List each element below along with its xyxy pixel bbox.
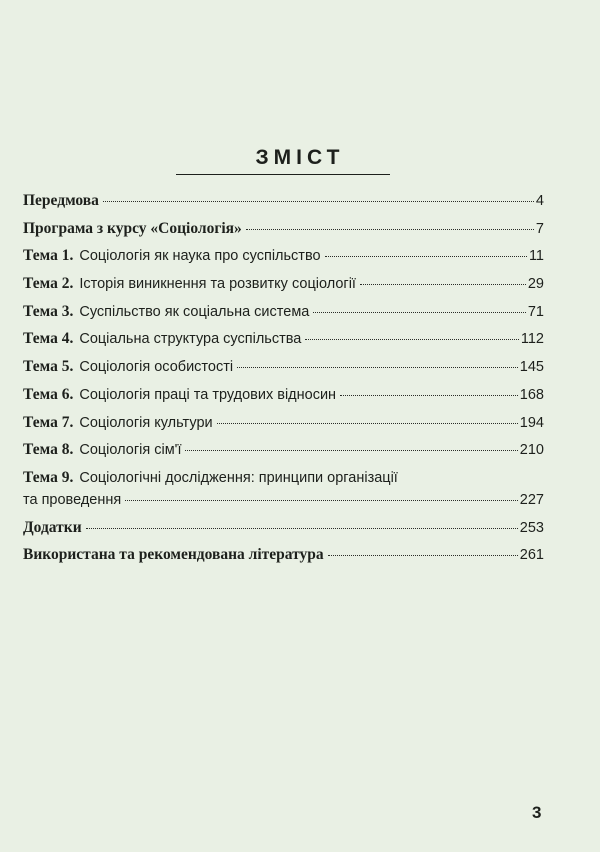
contents-title: ЗМІСТ xyxy=(255,146,345,169)
toc-entry-page: 112 xyxy=(520,331,544,348)
toc-entry-page: 7 xyxy=(535,220,544,237)
toc-entry-page: 145 xyxy=(519,359,544,376)
dot-leader xyxy=(103,201,534,202)
dot-leader xyxy=(360,284,526,285)
toc-entry-topic-9[interactable] xyxy=(23,468,544,510)
toc-entry-page: 4 xyxy=(535,193,544,209)
toc-entry-page: 227 xyxy=(519,491,544,508)
toc-entry-literature[interactable] xyxy=(23,545,544,565)
toc-entry-topic-2[interactable] xyxy=(23,274,544,294)
table-of-contents xyxy=(23,191,544,573)
toc-entry-topic-4[interactable] xyxy=(23,329,544,349)
dot-leader xyxy=(305,339,519,340)
toc-entry-label: Програма з курсу «Соціологія» xyxy=(23,219,242,237)
toc-entry-label: Використана та рекомендована література xyxy=(23,546,324,564)
dot-leader xyxy=(237,367,518,368)
toc-entry-page: 210 xyxy=(519,442,544,459)
toc-entry-label: Історія виникнення та розвитку соціології xyxy=(79,276,356,293)
topic-prefix: Тема 5. xyxy=(23,358,74,376)
toc-entry-page: 253 xyxy=(519,519,544,536)
page-number: 3 xyxy=(532,803,542,822)
toc-entry-label: Соціологія особистості xyxy=(79,359,234,376)
toc-entry-label: Суспільство як соціальна система xyxy=(79,303,310,320)
toc-entry-topic-7[interactable] xyxy=(23,413,544,433)
dot-leader xyxy=(325,256,527,257)
toc-entry-label: Соціологія праці та трудових відносин xyxy=(79,386,337,403)
dot-leader xyxy=(328,555,518,556)
topic-prefix: Тема 1. xyxy=(23,247,74,265)
toc-entry-topic-8[interactable] xyxy=(23,440,544,460)
title-underline xyxy=(176,174,390,175)
topic-prefix: Тема 7. xyxy=(23,413,74,431)
toc-entry-page: 11 xyxy=(528,248,544,265)
dot-leader xyxy=(185,450,517,451)
toc-entry-page: 194 xyxy=(519,414,544,431)
topic-prefix: Тема 8. xyxy=(23,441,74,459)
toc-entry-label: Соціологічні дослідження: принципи організації xyxy=(79,469,398,486)
toc-entry-label: Соціологія як наука про суспільство xyxy=(79,248,321,265)
toc-entry-topic-6[interactable] xyxy=(23,385,544,405)
toc-entry-topic-1[interactable] xyxy=(23,246,544,266)
toc-entry-page: 29 xyxy=(527,276,544,293)
topic-prefix: Тема 6. xyxy=(23,385,74,403)
toc-entry-topic-3[interactable] xyxy=(23,302,544,322)
toc-entry-label: Соціологія сім'ї xyxy=(79,442,182,459)
dot-leader xyxy=(217,423,518,424)
dot-leader xyxy=(86,528,518,529)
dot-leader xyxy=(313,312,526,313)
topic-prefix: Тема 2. xyxy=(23,275,74,293)
toc-entry-page: 71 xyxy=(527,303,544,320)
toc-entry-page: 261 xyxy=(519,547,544,564)
toc-entry-topic-5[interactable] xyxy=(23,357,544,377)
toc-entry-label: Соціологія культури xyxy=(79,414,213,431)
toc-entry-page: 168 xyxy=(519,386,544,403)
toc-entry-label: Додатки xyxy=(23,518,82,536)
dot-leader xyxy=(340,395,518,396)
toc-entry-program[interactable] xyxy=(23,219,544,239)
toc-entry-label: Передмова xyxy=(23,192,99,209)
dot-leader xyxy=(246,229,534,230)
dot-leader xyxy=(125,500,518,501)
topic-prefix: Тема 3. xyxy=(23,302,74,320)
toc-entry-appendix[interactable] xyxy=(23,518,544,538)
topic-prefix: Тема 4. xyxy=(23,330,74,348)
toc-entry-label-continued: та проведення xyxy=(23,491,122,508)
topic-prefix: Тема 9. xyxy=(23,468,74,486)
toc-entry-foreword[interactable] xyxy=(23,191,544,211)
toc-entry-label: Соціальна структура суспільства xyxy=(79,331,302,348)
